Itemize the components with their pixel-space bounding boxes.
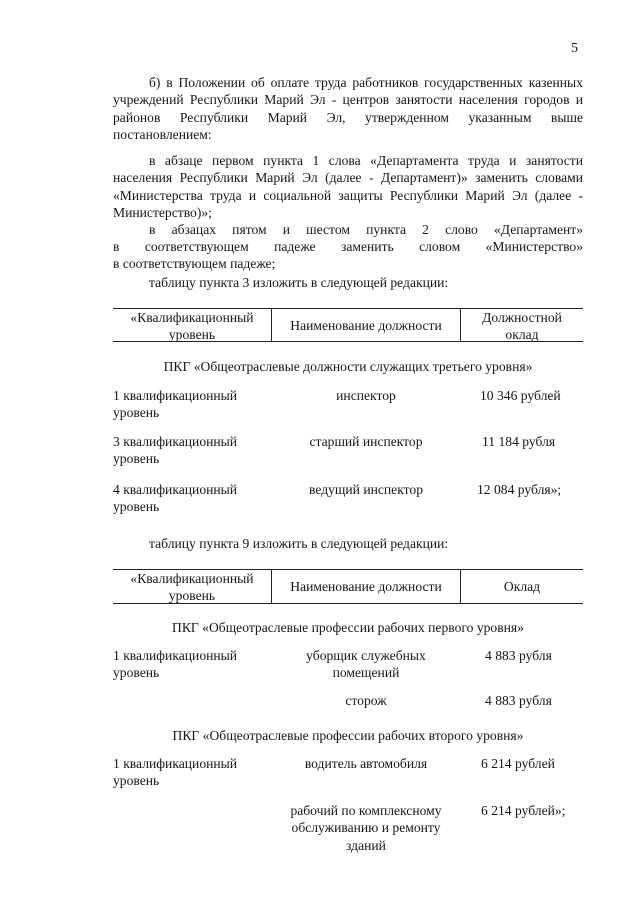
table2-g1-row2-salary: 4 883 рубля [485,693,552,708]
paragraph-amendment-point2-line3: в соответствующем падеже; [113,256,276,271]
table2-header-position: Наименование должности [290,579,442,594]
table2-g1-row1-level: 1 квалификационный уровень [113,648,238,681]
table2-group2-heading: ПКГ «Общеотраслевые профессии рабочих второго уровня» [172,728,524,743]
table1-header-level [113,309,271,344]
paragraph-amendment-b: б) в Положении об оплате труда работников государственных казенных учреждений Республики Марий Эл - центров занятости населения городов и районов Республики Марий Эл, утвержденном указанным выше постановлением: [113,75,583,143]
table1-row1-salary: 10 346 рублей [480,388,561,403]
table2-g1-row2-position: сторож [345,693,387,708]
table2-g2-row2-salary: 6 214 рублей»; [481,803,566,818]
table1-group-heading: ПКГ «Общеотраслевые должности служащих третьего уровня» [163,359,533,374]
paragraph-amendment-point2-line1: в абзацах пятом и шестом пункта 2 слово «Департамент» [149,222,583,237]
paragraph-table3-intro: таблицу пункта 3 изложить в следующей редакции: [149,275,449,290]
table1-row3-salary: 12 084 рубля»; [477,482,562,497]
table1-row2-position: старший инспектор [309,434,423,449]
table2-g2-row2-position: рабочий по комплексному обслуживанию и ремонту зданий [290,803,442,853]
table1-row3-level: 4 квалификационный уровень [113,482,238,515]
paragraph-amendment-point2-line2: в соответствующем падеже заменить словом «Министерство» [113,239,583,254]
table1-header-position: Наименование должности [290,318,442,333]
table2-g1-row1-salary: 4 883 рубля [485,648,552,663]
table2-g2-row1-position: водитель автомобиля [304,756,428,771]
table2-g2-row1-level: 1 квалификационный уровень [113,756,238,789]
page-number: 5 [571,41,578,56]
paragraph-table9-intro: таблицу пункта 9 изложить в следующей редакции: [149,536,449,551]
table1-header-salary-line2: оклад [505,327,539,343]
table1-header-level-line1: «Квалификационный [130,310,254,325]
table2-header-salary: Оклад [503,579,541,594]
table2-header-level [113,570,271,605]
paragraph-amendment-point1: в абзаце первом пункта 1 слова «Департамента труда и занятости населения Республики Марий Эл (далее - Департамент)» заменить словами «Министерства труда и социальной защиты Республики Марий Эл (далее - Министерство)»; [113,153,583,221]
table1-row1-position: инспектор [336,388,396,403]
table1-row2-salary: 11 184 рубля [482,434,556,449]
table1-row2-level: 3 квалификационный уровень [113,434,238,467]
table2-group1-heading: ПКГ «Общеотраслевые профессии рабочих первого уровня» [172,620,524,635]
table2-g1-row1-position: уборщик служебных помещений [306,648,426,681]
table2-header-level-line1: «Квалификационный [130,571,254,586]
table2-header-level-line2: уровень [168,588,216,604]
table1-row3-position: ведущий инспектор [309,482,423,497]
table1-header-salary [461,309,583,344]
table2-g2-row1-salary: 6 214 рублей [481,756,555,771]
table1-row1-level: 1 квалификационный уровень [113,388,238,421]
table1-header-level-line2: уровень [168,327,216,343]
table1-header-salary-line1: Должностной [482,310,562,325]
